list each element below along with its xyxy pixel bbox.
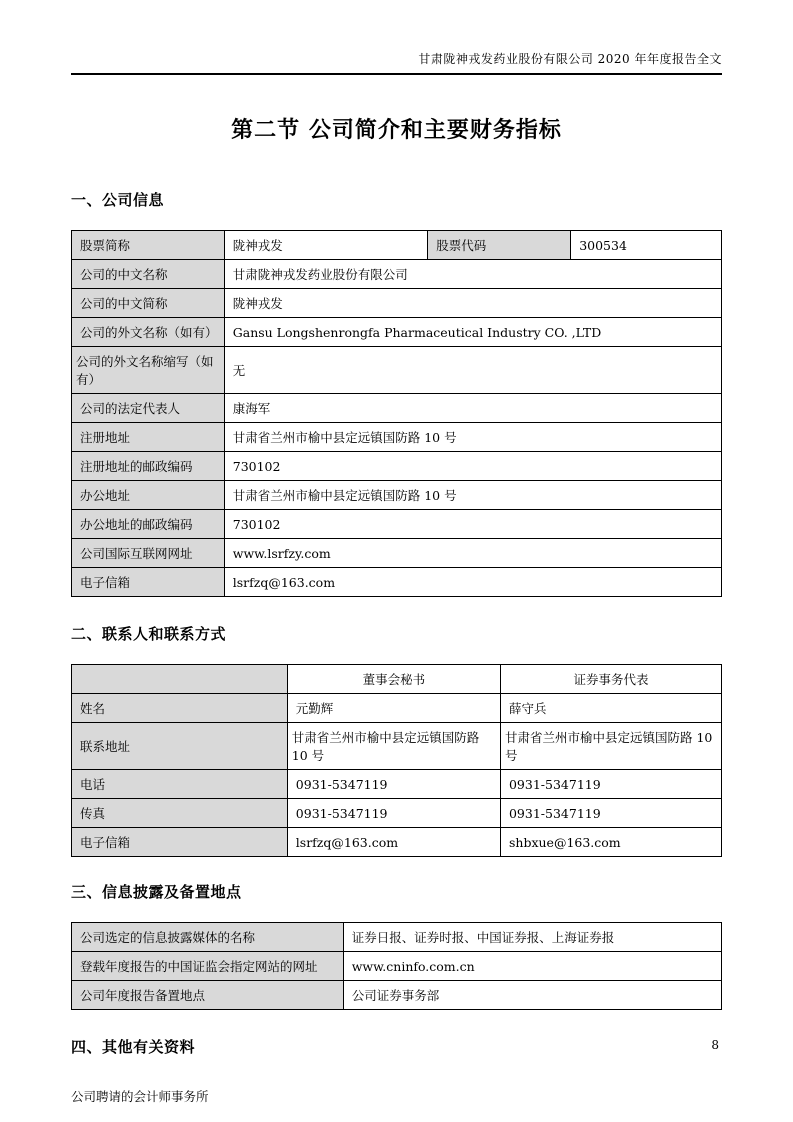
cell-value: 0931-5347119	[287, 799, 500, 828]
disclosure-table	[71, 922, 722, 1010]
cell-blank	[72, 665, 288, 694]
cell-value: shbxue@163.com	[500, 828, 721, 857]
cell-value: 证券日报、证券时报、中国证券报、上海证券报	[343, 923, 721, 952]
cell-label: 办公地址的邮政编码	[72, 510, 225, 539]
cell-label: 电子信箱	[72, 828, 288, 857]
table-row	[72, 923, 722, 952]
cell-label: 公司的中文简称	[72, 289, 225, 318]
cell-value: 康海军	[224, 394, 721, 423]
cell-label: 股票简称	[72, 231, 225, 260]
running-header: 甘肃陇神戎发药业股份有限公司 2020 年年度报告全文	[418, 52, 722, 66]
cell-value: 陇神戎发	[224, 289, 721, 318]
contacts-table	[71, 664, 722, 857]
cell-value: 0931-5347119	[500, 799, 721, 828]
table-row	[72, 231, 722, 260]
table-row	[72, 481, 722, 510]
cell-label: 联系地址	[72, 723, 288, 770]
table-row	[72, 289, 722, 318]
table-row	[72, 799, 722, 828]
table-row	[72, 452, 722, 481]
cell-value: 甘肃省兰州市榆中县定远镇国防路 10 号	[287, 723, 500, 770]
cell-value: 无	[224, 347, 721, 394]
table-row	[72, 510, 722, 539]
table-row	[72, 694, 722, 723]
company-info-table	[71, 230, 722, 597]
cell-value: 公司证券事务部	[343, 981, 721, 1010]
table-row	[72, 981, 722, 1010]
cell-value: 甘肃省兰州市榆中县定远镇国防路 10 号	[500, 723, 721, 770]
section-heading-contacts: 二、联系人和联系方式	[71, 625, 227, 643]
column-header-representative: 证券事务代表	[500, 665, 721, 694]
cell-label: 公司国际互联网网址	[72, 539, 225, 568]
cell-value: www.cninfo.com.cn	[343, 952, 721, 981]
cell-value: 陇神戎发	[224, 231, 427, 260]
table-row	[72, 770, 722, 799]
cell-value: 甘肃省兰州市榆中县定远镇国防路 10 号	[224, 423, 721, 452]
cell-value: 元勤辉	[287, 694, 500, 723]
page-number: 8	[711, 1038, 719, 1052]
table-header-row	[72, 665, 722, 694]
section-heading-company-info: 一、公司信息	[71, 191, 165, 209]
cell-label: 公司的外文名称缩写（如有）	[72, 347, 225, 394]
table-row	[72, 423, 722, 452]
cell-label: 公司选定的信息披露媒体的名称	[72, 923, 344, 952]
cell-value: lsrfzq@163.com	[287, 828, 500, 857]
table-row	[72, 347, 722, 394]
table-row	[72, 394, 722, 423]
table-row	[72, 828, 722, 857]
auditor-paragraph: 公司聘请的会计师事务所	[71, 1089, 209, 1104]
section-heading-other: 四、其他有关资料	[71, 1038, 196, 1056]
cell-label: 公司年度报告备置地点	[72, 981, 344, 1010]
cell-label: 电子信箱	[72, 568, 225, 597]
cell-label: 电话	[72, 770, 288, 799]
cell-value: 薛守兵	[500, 694, 721, 723]
cell-label: 姓名	[72, 694, 288, 723]
column-header-secretary: 董事会秘书	[287, 665, 500, 694]
cell-value: 300534	[571, 231, 722, 260]
table-row	[72, 539, 722, 568]
cell-label: 公司的法定代表人	[72, 394, 225, 423]
cell-value: 730102	[224, 510, 721, 539]
table-row	[72, 318, 722, 347]
cell-value: Gansu Longshenrongfa Pharmaceutical Industry CO. ,LTD	[224, 318, 721, 347]
cell-value: 甘肃陇神戎发药业股份有限公司	[224, 260, 721, 289]
cell-label: 登载年度报告的中国证监会指定网站的网址	[72, 952, 344, 981]
cell-label: 注册地址的邮政编码	[72, 452, 225, 481]
cell-label: 办公地址	[72, 481, 225, 510]
cell-value: 0931-5347119	[500, 770, 721, 799]
cell-label: 传真	[72, 799, 288, 828]
cell-value: www.lsrfzy.com	[224, 539, 721, 568]
cell-label: 股票代码	[428, 231, 571, 260]
cell-label: 注册地址	[72, 423, 225, 452]
cell-value: 甘肃省兰州市榆中县定远镇国防路 10 号	[224, 481, 721, 510]
cell-value: lsrfzq@163.com	[224, 568, 721, 597]
cell-value: 730102	[224, 452, 721, 481]
page-title: 第二节 公司简介和主要财务指标	[231, 117, 562, 143]
table-row	[72, 723, 722, 770]
table-row	[72, 260, 722, 289]
table-row	[72, 568, 722, 597]
cell-label: 公司的外文名称（如有）	[72, 318, 225, 347]
table-row	[72, 952, 722, 981]
cell-value: 0931-5347119	[287, 770, 500, 799]
header-divider	[71, 73, 722, 75]
section-heading-disclosure: 三、信息披露及备置地点	[71, 883, 242, 901]
cell-label: 公司的中文名称	[72, 260, 225, 289]
